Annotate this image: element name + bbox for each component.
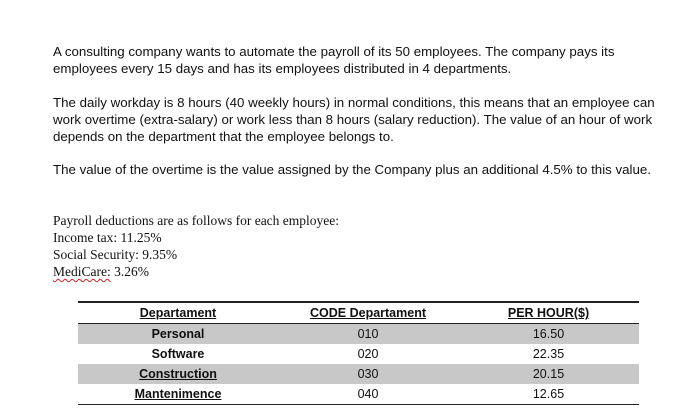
cell-code: 010 [278, 324, 458, 345]
table-header-row [78, 302, 639, 324]
deduction-value: 11.25% [120, 230, 162, 245]
table-row [78, 364, 639, 384]
department-rates-table [78, 301, 639, 405]
overtime-paragraph: The value of the overtime is the value assigned by the Company plus an additional 4.5% to this value. [53, 162, 651, 177]
intro-paragraph: A consulting company wants to automate the payroll of its 50 employees. The company pays its employees every 15 days and has its employees distributed in 4 departments. [53, 44, 615, 76]
deduction-label: MediCare: [53, 264, 111, 279]
cell-department: Personal [78, 324, 278, 345]
header-per-hour: PER HOUR($) [458, 302, 639, 324]
deduction-value: 9.35% [142, 247, 178, 262]
cell-code: 030 [278, 364, 458, 384]
cell-rate: 16.50 [458, 324, 639, 345]
cell-code: 040 [278, 384, 458, 405]
deductions-block [53, 212, 339, 280]
header-department: Departament [78, 302, 278, 324]
workday-paragraph: The daily workday is 8 hours (40 weekly hours) in normal conditions, this means that an employee can work overtime (extra-salary) or work less than 8 hours (salary reduction). The value of an hour of work depends on the department that the employee belongs to. [53, 95, 655, 144]
deduction-value: 3.26% [114, 264, 149, 279]
cell-rate: 20.15 [458, 364, 639, 384]
table-row [78, 384, 639, 405]
cell-code: 020 [357, 347, 379, 361]
table-row [78, 344, 639, 364]
table-row [78, 324, 639, 345]
deduction-label: Income tax: [53, 230, 118, 245]
deduction-income-tax [53, 229, 339, 246]
cell-department: Construction [78, 364, 278, 384]
cell-rate: 12.65 [458, 384, 639, 405]
cell-department: Software [151, 347, 205, 361]
deduction-medicare [53, 263, 339, 280]
deduction-social-security [53, 246, 339, 263]
deduction-label: Social Security: [53, 247, 139, 262]
cell-rate: 22.35 [532, 347, 565, 361]
deductions-intro: Payroll deductions are as follows for each employee: [53, 213, 340, 228]
cell-department: Mantenimence [78, 384, 278, 405]
header-code: CODE Departament [278, 302, 458, 324]
